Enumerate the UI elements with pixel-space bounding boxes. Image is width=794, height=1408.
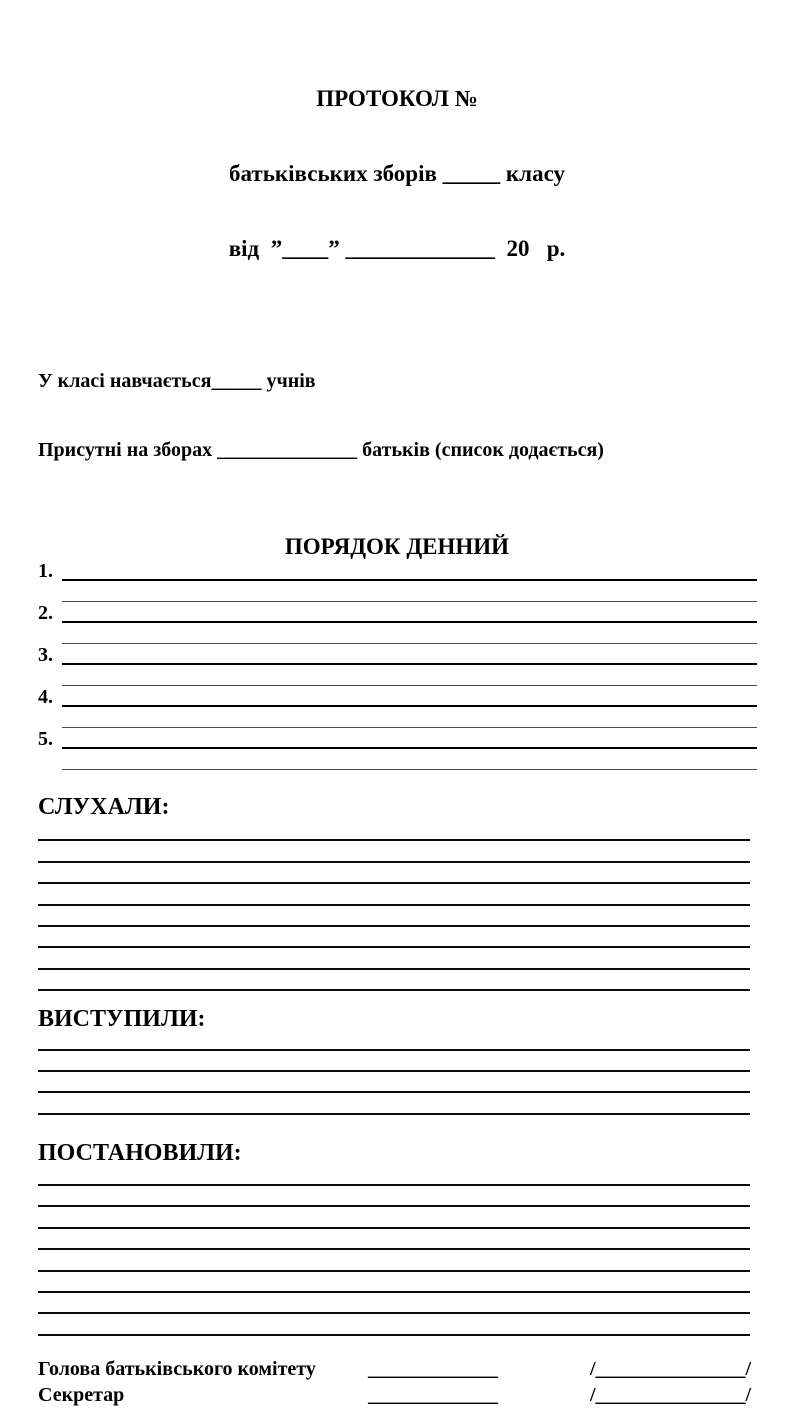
ruled-line <box>38 1272 750 1293</box>
present-count-line: Присутні на зборах ______________ батьків (список додається) <box>38 439 604 461</box>
signature-blank: _____________ <box>368 1357 498 1380</box>
agenda-item-number: 3. <box>38 644 53 666</box>
agenda-item-row <box>38 644 757 665</box>
ruled-line <box>38 1165 750 1186</box>
agenda-item-row <box>38 581 757 602</box>
signature-name-blank: /_______________/ <box>590 1383 752 1406</box>
signature-row <box>38 1356 750 1382</box>
ruled-line <box>38 1072 750 1093</box>
agenda-item-row <box>38 686 757 707</box>
section-heading: СЛУХАЛИ: <box>38 794 170 820</box>
agenda-title: ПОРЯДОК ДЕННИЙ <box>284 534 510 559</box>
agenda-item <box>38 560 757 602</box>
ruled-line <box>38 1186 750 1207</box>
ruled-line <box>38 1250 750 1271</box>
agenda-item-row <box>38 728 757 749</box>
agenda-item-number: 4. <box>38 686 53 708</box>
agenda-item-number: 2. <box>38 602 53 624</box>
document-title: ПРОТОКОЛ № <box>316 86 478 111</box>
signature-label: Секретар <box>38 1383 125 1406</box>
ruled-line <box>38 1207 750 1228</box>
section-ruled-lines <box>38 820 750 991</box>
agenda-blank-line <box>62 705 757 707</box>
agenda-item-row <box>38 623 757 644</box>
agenda-blank-line-continuation <box>62 601 757 602</box>
agenda-blank-line-continuation <box>62 685 757 686</box>
protocol-section <box>38 1007 750 1115</box>
document-subtitle-date: від ”____” _____________ 20 р. <box>228 236 566 261</box>
ruled-line <box>38 1229 750 1250</box>
agenda-item <box>38 728 757 770</box>
ruled-line <box>38 927 750 948</box>
section-ruled-lines <box>38 1029 750 1115</box>
agenda-item <box>38 644 757 686</box>
ruled-line <box>38 884 750 905</box>
section-heading: ВИСТУПИЛИ: <box>38 1006 206 1033</box>
agenda-blank-line <box>62 747 757 749</box>
ruled-line <box>38 863 750 884</box>
signature-blank: _____________ <box>368 1383 498 1406</box>
agenda-blank-line <box>62 621 757 623</box>
agenda-item-row <box>38 707 757 728</box>
agenda-list <box>38 560 757 770</box>
protocol-section <box>38 795 750 991</box>
ruled-line <box>38 1093 750 1114</box>
ruled-line <box>38 1293 750 1314</box>
ruled-line <box>38 948 750 969</box>
meeting-info <box>38 324 750 508</box>
section-ruled-lines <box>38 1165 750 1336</box>
agenda-blank-line-continuation <box>62 769 757 770</box>
signature-name-blank: /_______________/ <box>590 1357 752 1380</box>
agenda-item-row <box>38 749 757 770</box>
signature-label: Голова батьківського комітету <box>38 1357 316 1380</box>
document-header <box>44 36 750 311</box>
ruled-line <box>38 820 750 841</box>
ruled-line <box>38 970 750 991</box>
ruled-line <box>38 841 750 862</box>
agenda-blank-line <box>62 579 757 581</box>
agenda-item <box>38 686 757 728</box>
agenda-blank-line <box>62 663 757 665</box>
ruled-line <box>38 1314 750 1335</box>
signature-block <box>38 1356 750 1408</box>
agenda-item <box>38 602 757 644</box>
agenda-item-row <box>38 665 757 686</box>
document-subtitle-class: батьківських зборів _____ класу <box>229 161 565 186</box>
sections-container <box>38 795 750 1336</box>
agenda-item-row <box>38 560 757 581</box>
signature-row <box>38 1382 750 1408</box>
agenda-item-number: 1. <box>38 560 53 582</box>
ruled-line <box>38 906 750 927</box>
students-count-line: У класі навчається_____ учнів <box>38 370 316 392</box>
agenda-blank-line-continuation <box>62 727 757 728</box>
ruled-line <box>38 1029 750 1050</box>
section-heading: ПОСТАНОВИЛИ: <box>38 1139 242 1166</box>
protocol-section <box>38 1141 750 1336</box>
agenda-item-number: 5. <box>38 728 53 750</box>
agenda-blank-line-continuation <box>62 643 757 644</box>
ruled-line <box>38 1051 750 1072</box>
agenda-item-row <box>38 602 757 623</box>
